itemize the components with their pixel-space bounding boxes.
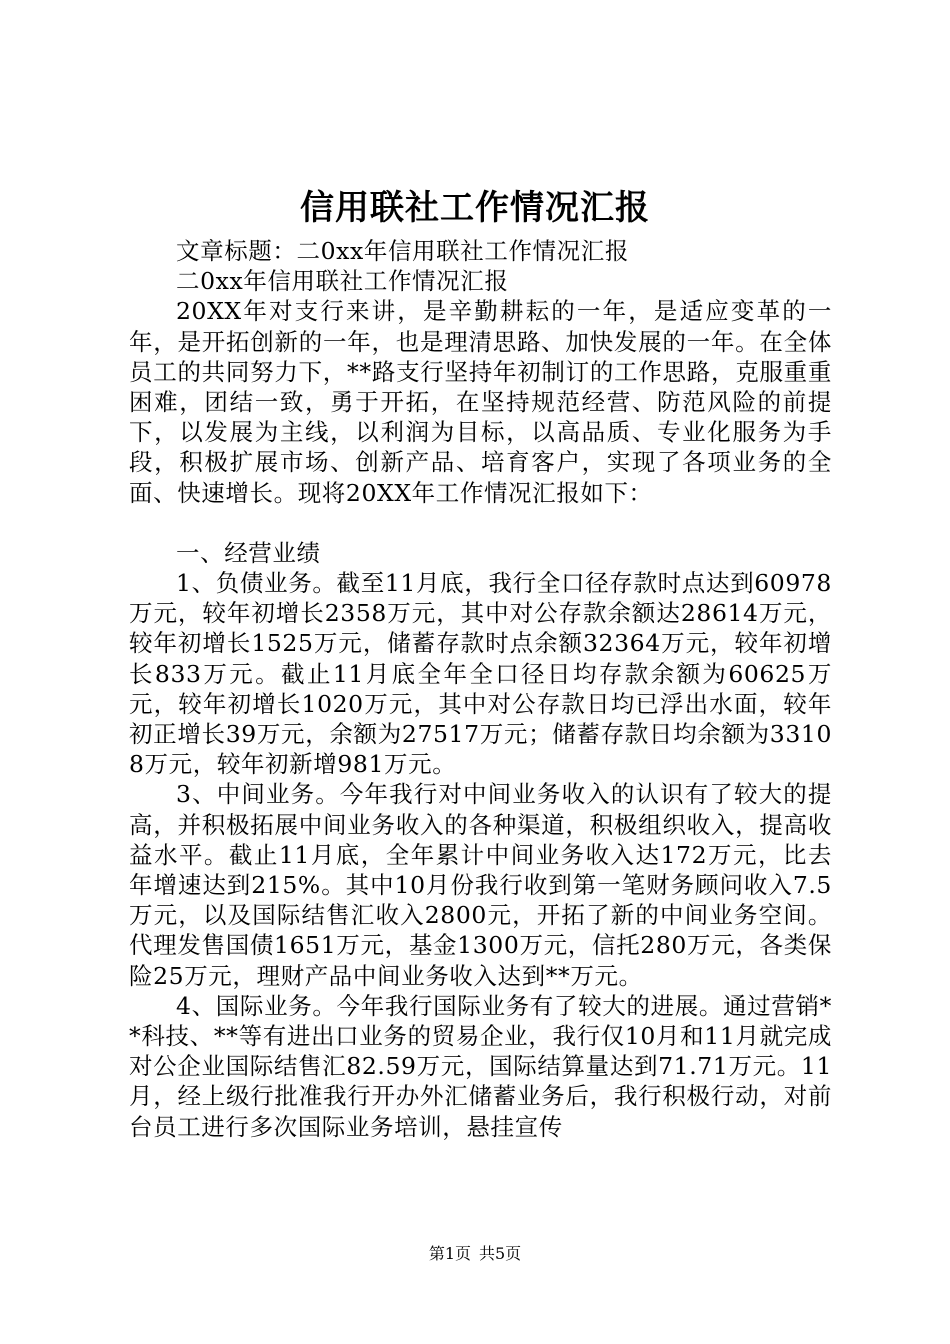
article-title-line: 文章标题：二0xx年信用联社工作情况汇报 bbox=[176, 237, 629, 265]
document-title: 信用联社工作情况汇报 bbox=[300, 188, 650, 228]
intermediary-paragraph: 3、中间业务。今年我行对中间业务收入的认识有了较大的提高，并积极拓展中间业务收入的各种渠道，积极组织收入，提高收益水平。截止11月底，全年累计中间业务收入达172万元，比去年增速达到215%。其中10月份我行收到第一笔财务顾问收入7.5万元，以及国际结售汇收入2800元，开拓了新的中间业务空间。代理发售国债1651万元，基金1300万元，信托280万元，各类保险25万元，理财产品中间业务收入达到**万元。 bbox=[129, 780, 832, 990]
intro-paragraph: 20XX年对支行来讲，是辛勤耕耘的一年，是适应变革的一年，是开拓创新的一年，也是理清思路、加快发展的一年。在全体员工的共同努力下，**路支行坚持年初制订的工作思路，克服重重困难，团结一致，勇于开拓，在坚持规范经营、防范风险的前提下，以发展为主线，以利润为目标，以高品质、专业化服务为手段，积极扩展市场、创新产品、培育客户，实现了各项业务的全面、快速增长。现将20XX年工作情况汇报如下： bbox=[129, 297, 832, 507]
section-heading: 一、经营业绩 bbox=[176, 538, 321, 567]
page-number: 第1页 bbox=[428, 1244, 471, 1263]
page-footer bbox=[0, 1242, 950, 1266]
document-body bbox=[129, 236, 832, 1142]
international-paragraph: 4、国际业务。今年我行国际业务有了较大的进展。通过营销**科技、**等有进出口业务的贸易企业，我行仅10月和11月就完成对公企业国际结售汇82.59万元，国际结算量达到71.71万元。11月，经上级行批准我行开办外汇储蓄业务后，我行积极行动，对前台员工进行多次国际业务培训，悬挂宣传 bbox=[129, 991, 832, 1141]
page-total: 共5页 bbox=[479, 1244, 522, 1263]
liability-paragraph: 1、负债业务。截至11月底，我行全口径存款时点达到60978万元，较年初增长2358万元，其中对公存款余额达28614万元，较年初增长1525万元，储蓄存款时点余额32364万元，较年初增长833万元。截止11月底全年全口径日均存款余额为60625万元，较年初增长1020万元，其中对公存款日均已浮出水面，较年初正增长39万元，余额为27517万元；储蓄存款日均余额为33108万元，较年初新增981万元。 bbox=[129, 569, 832, 779]
subtitle-line: 二0xx年信用联社工作情况汇报 bbox=[176, 267, 509, 296]
